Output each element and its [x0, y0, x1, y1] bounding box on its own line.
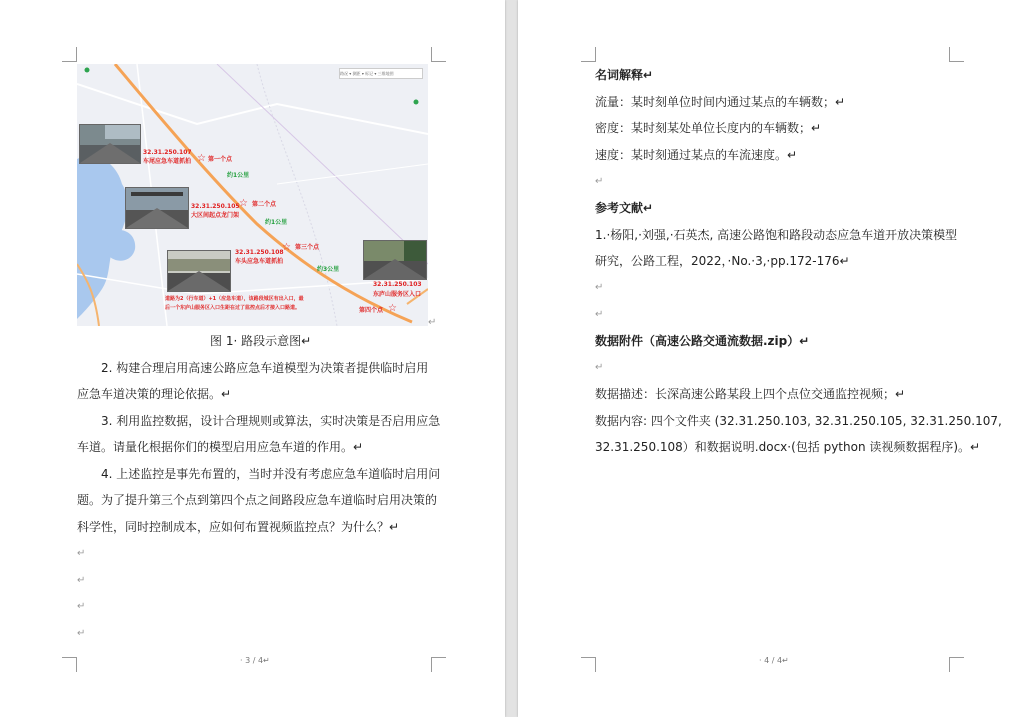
- empty-paragraph-mark: ↵: [77, 601, 86, 612]
- camera-photo-point3: [167, 250, 231, 292]
- camera-photo-point1: [79, 124, 141, 164]
- point1-desc-label: 车尾应急车道抓拍: [143, 158, 192, 165]
- point2-name-label: 第二个点: [252, 201, 277, 208]
- data-attachment-heading: 数据附件（高速公路交通流数据.zip）↵: [595, 334, 810, 348]
- point2-ip-label: 32.31.250.105: [191, 203, 240, 210]
- crop-mark: [949, 47, 964, 62]
- crop-mark: [949, 657, 964, 672]
- map-note-line2: 后一个东庐山服务区入口生距在过了监控点后才接入口路道。: [165, 305, 301, 311]
- crop-mark: [581, 47, 596, 62]
- page-number-footer: · 3 / 4↵: [240, 656, 270, 665]
- reference-line: 1.·杨阳,·刘强,·石英杰, 高速公路饱和路段动态应急车道开放决策模型: [595, 228, 958, 242]
- paragraph-line: 3. 利用监控数据，设计合理规则或算法，实时决策是否启用应急: [101, 414, 441, 428]
- distance-label-3: 约3公里: [317, 266, 340, 273]
- distance-label-1: 约1公里: [227, 172, 250, 179]
- camera-photo-point4: [363, 240, 427, 280]
- paragraph-mark: ↵: [428, 317, 437, 328]
- road-segment-map-figure[interactable]: [77, 64, 428, 326]
- distance-label-2: 约1公里: [265, 219, 288, 226]
- data-description: 数据描述：长深高速公路某段上四个点位交通监控视频；↵: [595, 387, 906, 401]
- empty-paragraph-mark: ↵: [77, 548, 86, 559]
- empty-paragraph-mark: ↵: [77, 575, 86, 586]
- point4-name-label: 第四个点: [359, 307, 384, 314]
- point4-star-icon[interactable]: ☆: [388, 303, 397, 314]
- paragraph-line: 科学性，同时控制成本，应如何布置视频监控点？为什么？↵: [77, 520, 400, 534]
- term-definition: 流量：某时刻单位时间内通过某点的车辆数；↵: [595, 95, 846, 109]
- map-note-line1: 道路为2（行车道）+1（应急车道），该路段城区有出入口，最: [165, 296, 304, 302]
- empty-paragraph-mark: ↵: [77, 628, 86, 639]
- point1-ip-label: 32.31.250.107: [143, 149, 192, 156]
- crop-mark: [431, 47, 446, 62]
- reference-line: 研究，公路工程，2022，·No.·3,·pp.172-176↵: [595, 254, 850, 268]
- point1-name-label: 第一个点: [208, 156, 233, 163]
- paragraph-line: 4. 上述监控是事先布置的，当时并没有考虑应急车道临时启用问: [101, 467, 441, 481]
- paragraph-line: 应急车道决策的理论依据。↵: [77, 387, 232, 401]
- term-definition: 速度：某时刻通过某点的车流速度。↵: [595, 148, 798, 162]
- empty-paragraph-mark: ↵: [595, 282, 604, 293]
- point2-star-icon[interactable]: ☆: [239, 198, 248, 209]
- page-number-footer: · 4 / 4↵: [759, 656, 789, 665]
- empty-paragraph-mark: ↵: [595, 309, 604, 320]
- point3-ip-label: 32.31.250.108: [235, 249, 284, 256]
- paragraph-line: 车道。请量化根据你们的模型启用应急车道的作用。↵: [77, 440, 364, 454]
- point2-desc-label: 大区间起点龙门架: [191, 212, 240, 219]
- point3-name-label: 第三个点: [295, 244, 320, 251]
- crop-mark: [431, 657, 446, 672]
- document-page-3: [0, 0, 505, 717]
- map-toolbar[interactable]: 路况 ▾ 测距 ▾ 标记 ▾ 三维地图: [339, 68, 423, 79]
- terms-heading: 名词解释↵: [595, 68, 654, 82]
- empty-paragraph-mark: ↵: [595, 362, 604, 373]
- paragraph-line: 2. 构建合理启用高速公路应急车道模型为决策者提供临时启用: [101, 361, 429, 375]
- data-content-line: 32.31.250.108）和数据说明.docx·(包括 python 读视频数据程序)。↵: [595, 440, 981, 454]
- references-heading: 参考文献↵: [595, 201, 654, 215]
- crop-mark: [62, 657, 77, 672]
- term-definition: 密度：某时刻某处单位长度内的车辆数；↵: [595, 121, 822, 135]
- figure-caption: 图 1· 路段示意图↵: [210, 334, 312, 348]
- point3-desc-label: 车头应急车道抓拍: [235, 258, 284, 265]
- document-page-4: [518, 0, 1024, 717]
- data-content-line: 数据内容: 四个文件夹 (32.31.250.103, 32.31.250.105, 32.31.250.107,: [595, 414, 1002, 428]
- point1-star-icon[interactable]: ☆: [197, 153, 206, 164]
- empty-paragraph-mark: ↵: [595, 176, 604, 187]
- camera-photo-point2: [125, 187, 189, 229]
- paragraph-line: 题。为了提升第三个点到第四个点之间路段应急车道临时启用决策的: [77, 493, 438, 507]
- crop-mark: [581, 657, 596, 672]
- point4-ip-label: 32.31.250.103: [373, 281, 422, 288]
- point4-desc-label: 东庐山服务区入口: [373, 291, 422, 298]
- point3-star-icon[interactable]: ☆: [282, 242, 291, 253]
- crop-mark: [62, 47, 77, 62]
